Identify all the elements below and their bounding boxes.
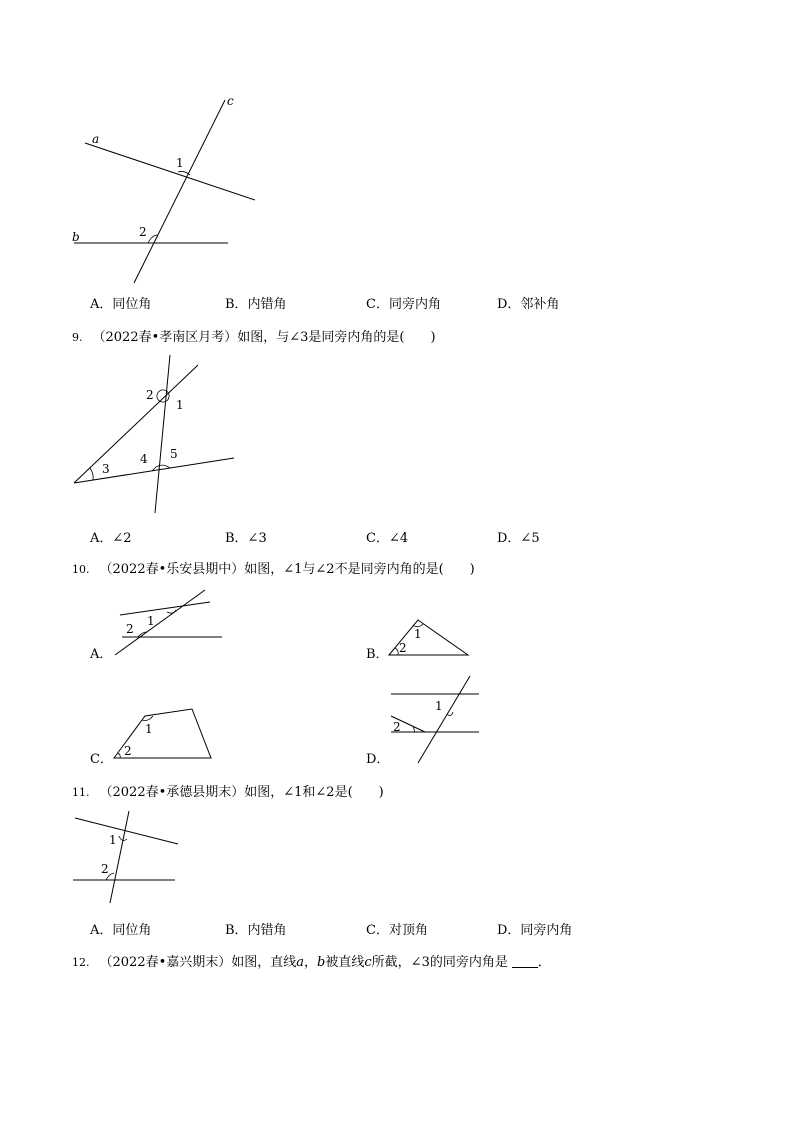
q10-figure-c	[108, 700, 218, 762]
q10-option-b[interactable]: B．	[366, 647, 389, 662]
q12-var-c: c	[364, 955, 372, 970]
q11-label-2: 2	[101, 862, 109, 876]
q10-figure-b	[385, 612, 475, 660]
q9-line-2	[74, 458, 234, 483]
q12-stem	[72, 951, 551, 970]
q8-option-b[interactable]: B．内错角	[225, 297, 287, 312]
q9-option-a[interactable]: A．∠2	[90, 531, 132, 546]
q12-var-b: b	[317, 955, 326, 970]
q12-text-before: （2022春•嘉兴期末）如图，直线	[99, 955, 297, 970]
q10-stem	[72, 558, 475, 577]
q11-label-1: 1	[109, 833, 117, 847]
q12-text-after: 所截，∠3的同旁内角是	[371, 955, 508, 970]
q12-var-a: a	[296, 955, 305, 970]
q9-option-b[interactable]: B．∠3	[225, 531, 267, 546]
q9-stem	[72, 326, 436, 345]
q12-sep: ，	[304, 955, 318, 970]
q9-figure	[60, 350, 250, 520]
q10-option-d[interactable]: D．	[366, 752, 390, 767]
q8-line-c	[134, 100, 225, 283]
q11-option-c[interactable]: C．对顶角	[366, 923, 428, 938]
q10-text: （2022春•乐安县期中）如图，∠1与∠2不是同旁内角的是( )	[99, 562, 475, 577]
q11-option-d[interactable]: D．同旁内角	[497, 923, 573, 938]
q11-number: 11.	[72, 786, 90, 799]
q9-line-1	[74, 365, 198, 483]
q8-label-a: a	[92, 132, 100, 146]
q12-text-end: ．	[537, 955, 551, 970]
q10c-label-1: 1	[145, 722, 153, 736]
q11-line-transversal	[110, 811, 129, 903]
q10d-label-1: 1	[435, 699, 443, 713]
q8-option-d[interactable]: D．邻补角	[497, 297, 560, 312]
q9-label-3: 3	[102, 462, 110, 476]
q9-text: （2022春•孝南区月考）如图，与∠3是同旁内角的是( )	[92, 330, 436, 345]
q8-label-1: 1	[176, 156, 184, 170]
q10c-label-2: 2	[124, 744, 132, 758]
q11-figure	[65, 808, 185, 908]
q10-number: 10.	[72, 563, 90, 576]
q10b-label-2: 2	[399, 641, 407, 655]
q9-label-5: 5	[170, 447, 178, 461]
q9-label-4: 4	[140, 452, 148, 466]
q9-line-3	[155, 355, 170, 513]
q10-figure-d	[385, 672, 485, 767]
q10a-label-1: 1	[147, 614, 155, 628]
q10-option-a[interactable]: A．	[90, 647, 113, 662]
q9-label-1: 1	[176, 398, 184, 412]
q8-figure	[60, 90, 280, 290]
q10b-label-1: 1	[414, 627, 422, 641]
q10a-label-2: 2	[126, 622, 134, 636]
q9-option-d[interactable]: D．∠5	[497, 531, 540, 546]
q10d-label-2: 2	[393, 720, 401, 734]
q8-label-c: c	[227, 94, 234, 108]
q9-number: 9.	[72, 331, 83, 344]
q8-option-a[interactable]: A．同位角	[90, 297, 152, 312]
q10-option-c[interactable]: C．	[90, 752, 113, 767]
q11-option-b[interactable]: B．内错角	[225, 923, 287, 938]
q8-angle-2-arc	[148, 235, 158, 243]
q11-stem	[72, 781, 384, 800]
q9-option-c[interactable]: C．∠4	[366, 531, 409, 546]
q11-option-a[interactable]: A．同位角	[90, 923, 152, 938]
q12-answer-blank[interactable]	[512, 955, 538, 968]
q9-angle-circle	[157, 390, 169, 402]
q8-label-2: 2	[139, 225, 147, 239]
q9-angle-3-arc	[90, 468, 93, 480]
q11-text: （2022春•承德县期末）如图，∠1和∠2是( )	[99, 785, 384, 800]
q10-figure-a	[110, 585, 225, 660]
q12-text-mid: 被直线	[325, 955, 365, 970]
q8-line-a	[85, 143, 255, 200]
q8-option-c[interactable]: C．同旁内角	[366, 297, 441, 312]
q9-label-2: 2	[146, 388, 154, 402]
q8-label-b: b	[72, 230, 80, 244]
q12-number: 12.	[72, 956, 90, 969]
